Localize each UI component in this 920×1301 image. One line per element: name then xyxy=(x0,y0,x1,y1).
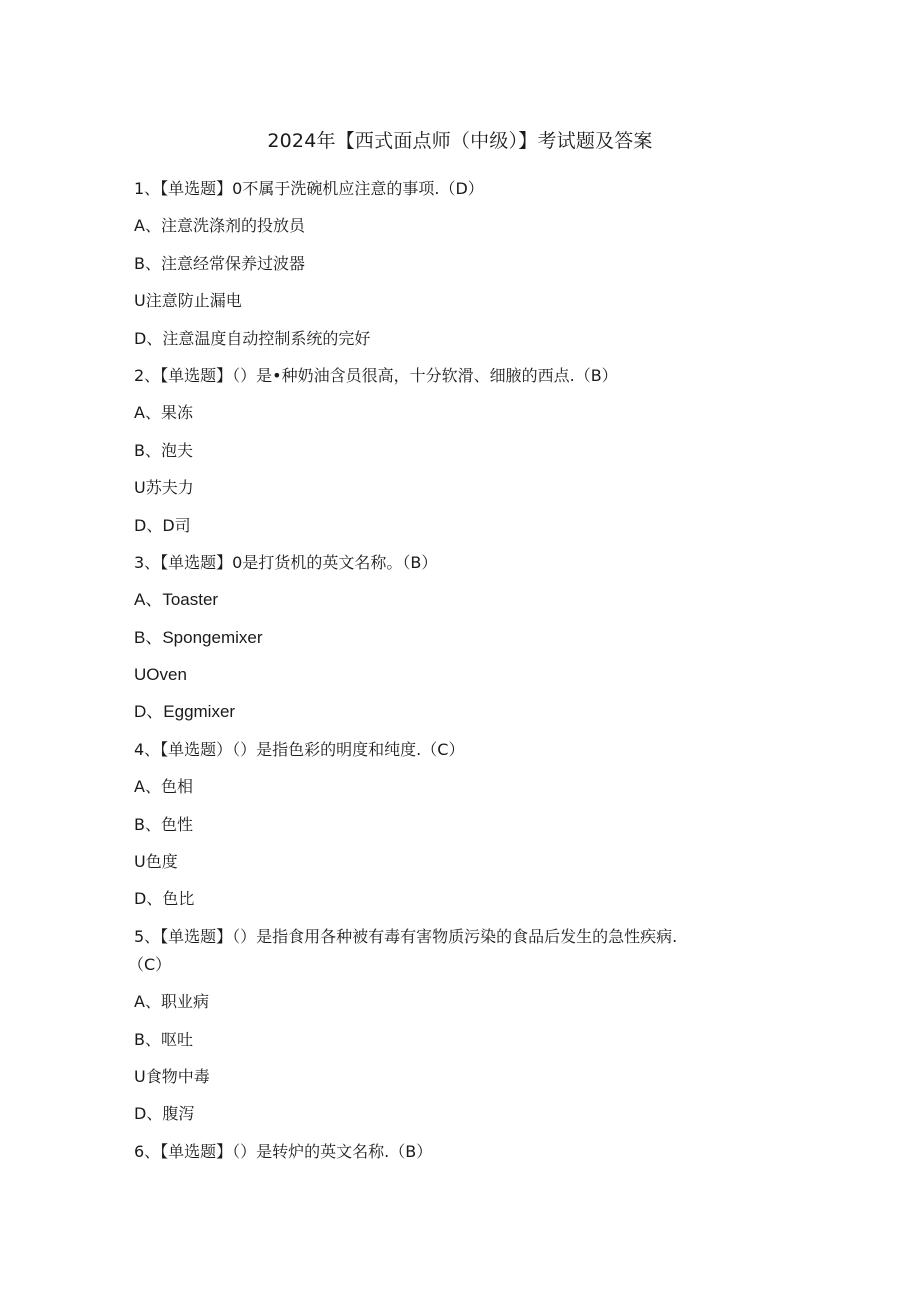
question-line: 5、【单选题】（）是指食用各种被有毒有害物质污染的食品后发生的急性疾病. xyxy=(134,926,678,946)
question-line-continuation: （C） xyxy=(128,954,172,974)
option-line: U苏夫力 xyxy=(134,478,194,498)
question-line: 1、【单选题】0不属于洗碗机应注意的事项.（D） xyxy=(134,179,484,198)
question-line: 4、【单选题）（）是指色彩的明度和纯度.（C） xyxy=(134,739,465,759)
option-line: D、Eggmixer xyxy=(134,702,236,722)
question-line: 3、【单选题】0是打货机的英文名称。（B） xyxy=(134,552,438,572)
option-line: A、注意洗涤剂的投放员 xyxy=(134,216,305,236)
document-title: 2024年【西式面点师（中级）】考试题及答案 xyxy=(267,130,653,152)
question-line: 2、【单选题】（）是•种奶油含员很高，十分软滑、细腋的西点.（B） xyxy=(134,365,618,385)
document-body xyxy=(128,178,754,1178)
option-line: A、Toaster xyxy=(134,590,219,610)
option-line: B、注意经常保养过波器 xyxy=(134,253,305,273)
option-line: D、腹泻 xyxy=(134,1104,195,1124)
option-line: B、泡夫 xyxy=(134,440,193,460)
option-line: UOven xyxy=(134,665,187,685)
option-line: A、职业病 xyxy=(134,992,209,1012)
option-line: U食物中毒 xyxy=(134,1066,210,1086)
option-line: A、果冻 xyxy=(134,403,193,423)
question-line: 6、【单选题】（）是转炉的英文名称.（B） xyxy=(134,1141,433,1161)
option-line: B、Spongemixer xyxy=(134,627,263,647)
option-line: D、注意温度自动控制系统的完好 xyxy=(134,328,371,348)
option-line: U色度 xyxy=(134,852,178,872)
option-line: B、色性 xyxy=(134,814,193,834)
option-line: D、D司 xyxy=(134,515,191,535)
option-line: D、色比 xyxy=(134,889,195,909)
option-line: U注意防止漏电 xyxy=(134,291,242,311)
option-line: B、呕吐 xyxy=(134,1029,193,1049)
option-line: A、色相 xyxy=(134,777,193,797)
